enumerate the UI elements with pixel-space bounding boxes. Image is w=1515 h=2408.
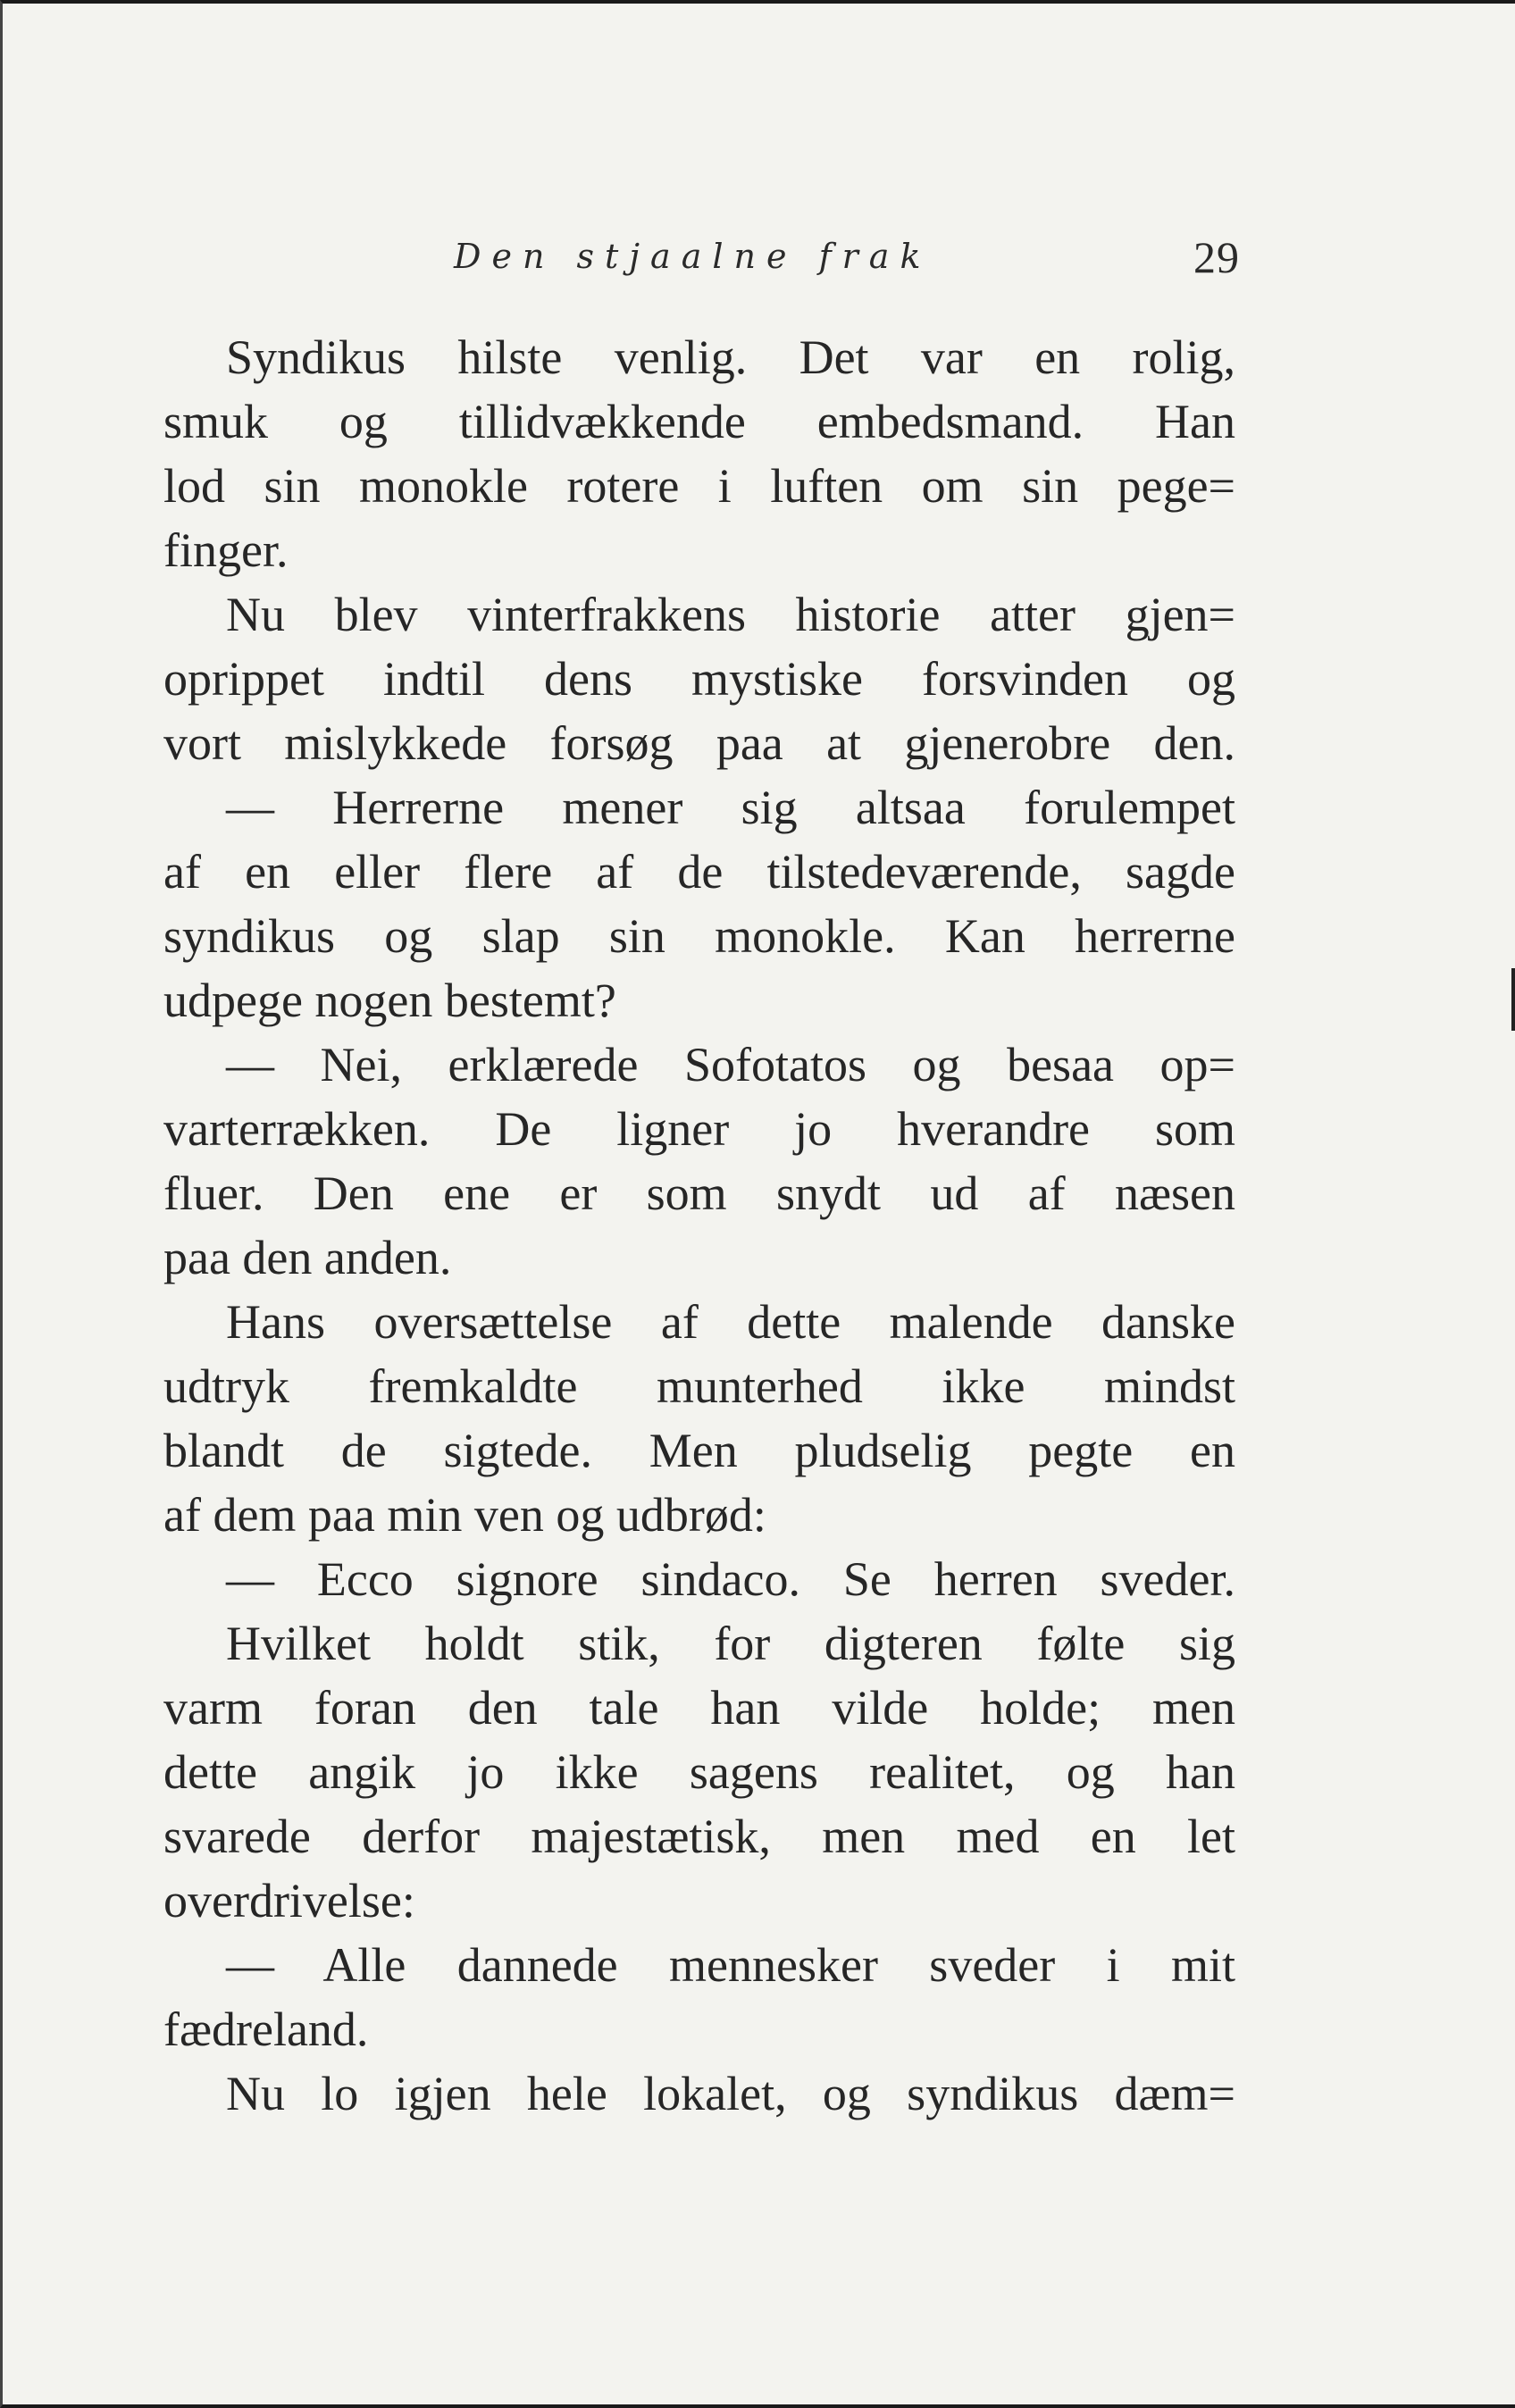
text-line: vort mislykkede forsøg paa at gjenerobre den. [163, 716, 1235, 770]
text-line: blandt de sigtede. Men pludselig pegte en [163, 1424, 1235, 1477]
text-line: fædreland. [163, 2002, 369, 2056]
text-line: oprippet indtil dens mystiske forsvinden og [163, 652, 1235, 706]
page-number: 29 [1193, 232, 1240, 282]
text-line: fluer. Den ene er som snydt ud af næsen [163, 1166, 1235, 1220]
text-line: finger. [163, 523, 289, 577]
text-line: Nu blev vinterfrakkens historie atter gjen= [226, 588, 1235, 641]
text-line: Hvilket holdt stik, for digteren følte sig [226, 1617, 1235, 1670]
text-line: paa den anden. [163, 1231, 452, 1284]
text-line: af dem paa min ven og udbrød: [163, 1488, 766, 1542]
body-text [163, 325, 1235, 2126]
text-line: udpege nogen bestemt? [163, 974, 616, 1027]
running-title: Den stjaalne frak [454, 237, 932, 276]
text-line: udtryk fremkaldte munterhed ikke mindst [163, 1359, 1235, 1413]
text-line: dette angik jo ikke sagens realitet, og han [163, 1745, 1235, 1799]
text-line: varterrækken. De ligner jo hverandre som [163, 1102, 1235, 1156]
text-line: Syndikus hilste venlig. Det var en rolig, [226, 330, 1235, 384]
text-line: Hans oversættelse af dette malende danske [226, 1295, 1235, 1349]
text-line: syndikus og slap sin monokle. Kan herrerne [163, 909, 1235, 963]
text-line: — Alle dannede mennesker sveder i mit [226, 1938, 1235, 1992]
text-line: Nu lo igjen hele lokalet, og syndikus dæm= [226, 2067, 1235, 2120]
page-edge-mark [1511, 968, 1515, 1031]
page-header [454, 231, 1240, 294]
text-line: svarede derfor majestætisk, men med en let [163, 1810, 1235, 1863]
text-line: varm foran den tale han vilde holde; men [163, 1681, 1235, 1735]
text-line: af en eller flere af de tilstedeværende, sagde [163, 845, 1235, 899]
text-line: — Ecco signore sindaco. Se herren sveder. [226, 1552, 1235, 1606]
text-line: overdrivelse: [163, 1874, 415, 1927]
text-line: — Herrerne mener sig altsaa forulempet [226, 781, 1235, 834]
text-line: smuk og tillidvækkende embedsmand. Han [163, 395, 1235, 448]
text-line: lod sin monokle rotere i luften om sin pege= [163, 459, 1235, 513]
text-line: — Nei, erklærede Sofotatos og besaa op= [226, 1038, 1235, 1091]
